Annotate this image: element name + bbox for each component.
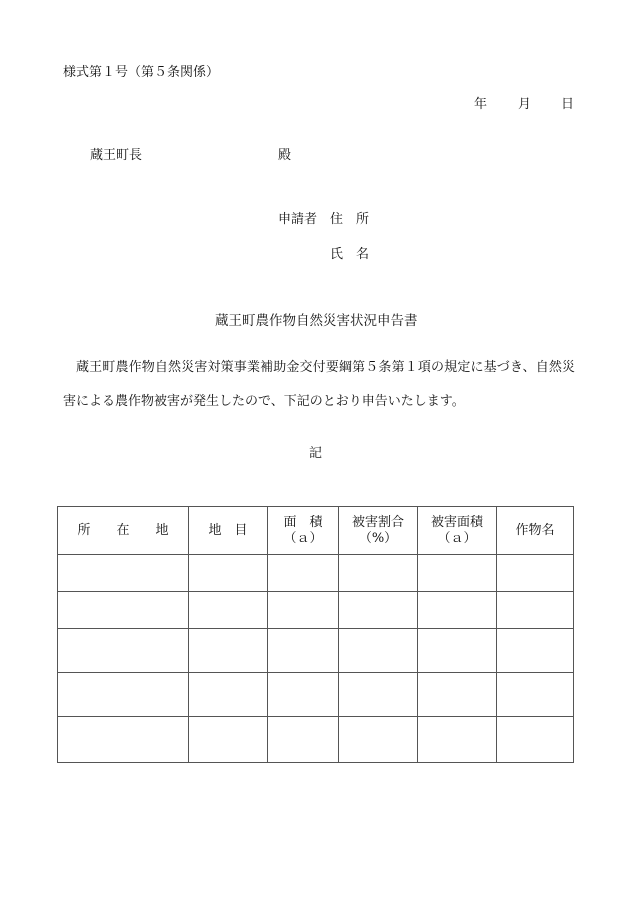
date-day-label: 日 xyxy=(561,97,575,112)
cell-location[interactable] xyxy=(58,717,189,763)
addressee-name: 蔵王町長 xyxy=(90,148,143,163)
cell-location[interactable] xyxy=(58,592,189,629)
cell-area[interactable] xyxy=(268,555,339,592)
applicant-name-label: 氏 名 xyxy=(330,247,370,262)
document-title: 蔵王町農作物自然災害状況申告書 xyxy=(215,313,418,329)
cell-land-category[interactable] xyxy=(189,592,268,629)
cell-area[interactable] xyxy=(268,673,339,717)
cell-damage-ratio[interactable] xyxy=(339,555,418,592)
table-row xyxy=(58,673,574,717)
cell-area[interactable] xyxy=(268,629,339,673)
cell-damaged-area[interactable] xyxy=(418,673,497,717)
cell-damaged-area[interactable] xyxy=(418,629,497,673)
cell-damaged-area[interactable] xyxy=(418,555,497,592)
cell-damaged-area[interactable] xyxy=(418,592,497,629)
header-damage-ratio: 被害割合 （%） xyxy=(339,507,418,555)
damage-table xyxy=(57,506,574,763)
applicant-label: 申請者 xyxy=(278,212,318,227)
cell-damaged-area[interactable] xyxy=(418,717,497,763)
header-area: 面 積 （ａ） xyxy=(268,507,339,555)
table-row xyxy=(58,555,574,592)
cell-damage-ratio[interactable] xyxy=(339,673,418,717)
cell-area[interactable] xyxy=(268,592,339,629)
cell-crop-name[interactable] xyxy=(497,629,574,673)
table-row xyxy=(58,629,574,673)
cell-damage-ratio[interactable] xyxy=(339,717,418,763)
cell-land-category[interactable] xyxy=(189,673,268,717)
cell-crop-name[interactable] xyxy=(497,555,574,592)
form-number: 様式第１号（第５条関係） xyxy=(63,65,220,80)
cell-damage-ratio[interactable] xyxy=(339,629,418,673)
addressee-honorific: 殿 xyxy=(278,148,292,163)
date-line xyxy=(474,98,574,111)
cell-land-category[interactable] xyxy=(189,717,268,763)
applicant-address-line xyxy=(278,213,369,226)
header-location: 所 在 地 xyxy=(58,507,189,555)
cell-crop-name[interactable] xyxy=(497,592,574,629)
cell-crop-name[interactable] xyxy=(497,673,574,717)
cell-location[interactable] xyxy=(58,629,189,673)
table-row xyxy=(58,592,574,629)
header-damaged-area: 被害面積 （ａ） xyxy=(418,507,497,555)
cell-location[interactable] xyxy=(58,673,189,717)
cell-area[interactable] xyxy=(268,717,339,763)
document-body: 蔵王町農作物自然災害対策事業補助金交付要綱第５条第１項の規定に基づき、自然災害による農作物被害が発生したので、下記のとおり申告いたします。 xyxy=(63,360,575,409)
applicant-address-label: 住 所 xyxy=(330,212,370,227)
header-land-category: 地 目 xyxy=(189,507,268,555)
table-header-row xyxy=(58,507,574,555)
table-row xyxy=(58,717,574,763)
cell-land-category[interactable] xyxy=(189,629,268,673)
date-year-label: 年 xyxy=(474,97,488,112)
date-month-label: 月 xyxy=(518,97,532,112)
cell-location[interactable] xyxy=(58,555,189,592)
cell-land-category[interactable] xyxy=(189,555,268,592)
ki-heading: 記 xyxy=(309,446,323,461)
cell-crop-name[interactable] xyxy=(497,717,574,763)
header-crop-name: 作物名 xyxy=(497,507,574,555)
cell-damage-ratio[interactable] xyxy=(339,592,418,629)
